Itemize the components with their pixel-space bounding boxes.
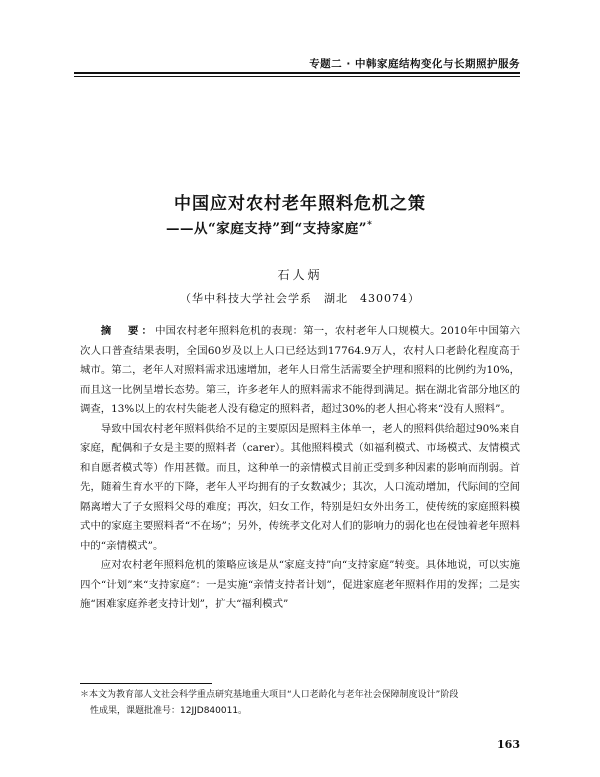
author-affiliation: （华中科技大学社会学系 湖北 430074） (180, 292, 420, 305)
author-name: 石人炳 (277, 268, 323, 282)
article-title: 中国应对农村老年照料危机之策 (174, 194, 426, 214)
running-header: 专题二 · 中韩家庭结构变化与长期照护服务 (309, 58, 520, 70)
abstract-label: 摘 要： (100, 325, 156, 337)
footnote-line-2: 性成果，课题批准号：12JJD840011。 (90, 706, 248, 716)
subtitle-text: ——从“家庭支持”到“支持家庭” (166, 221, 368, 237)
header-rule-thick (74, 72, 520, 74)
footnote-rule (80, 683, 212, 684)
abstract-paragraph (80, 322, 520, 420)
subtitle-footnote-mark: * (367, 220, 373, 231)
footnote-line-1: ＊本文为教育部人文社会科学重点研究基地重大项目“人口老龄化与老年社会保障制度设计”阶段 (80, 690, 459, 700)
page-number: 163 (497, 738, 520, 751)
header-rule-thin (74, 76, 520, 77)
footnote (80, 687, 520, 719)
body-paragraph-1: 导致中国农村老年照料供给不足的主要原因是照料主体单一，老人的照料供给超过90%来自家庭，配偶和子女是主要的照料者（carer）。其他照料模式（如福利模式、市场模式、友情模式和自愿者模式等）作用甚微。而且，这种单一的亲情模式目前正受到多种因素的影响而削弱。首先，随着生育水平的下降，老年人平均拥有的子女数减少；其次，人口流动增加，代际间的空间隔离增大了子女照料父母的难度；再次，妇女工作，特别是妇女外出务工，使传统的家庭照料模式中的家庭主要照料者“不在场”；另外，传统孝文化对人们的影响力的弱化也在侵蚀着老年照料中的“亲情模式”。 (80, 422, 520, 552)
article-body (80, 322, 520, 615)
abstract-text: 中国农村老年照料危机的表现：第一，农村老年人口规模大。2010年中国第六次人口普查结果表明，全国60岁及以上人口已经达到17764.9万人，农村人口老龄化程度高于城市。第二，老年人对照料需求迅速增加，老年人日常生活需要全护理和照料的比例约为10%，而且这一比例呈增长态势。第三，许多老年人的照料需求不能得到满足。据在湖北省部分地区的调查，13%以上的农村失能老人没有稳定的照料者，超过30%的老人担心将来“没有人照料”。 (80, 325, 520, 415)
body-paragraph-2: 应对农村老年照料危机的策略应该是从“家庭支持”向“支持家庭”转变。具体地说，可以实施四个“计划”来“支持家庭”：一是实施“亲情支持者计划”，促进家庭老年照料作用的发挥；二是实施“困难家庭养老支持计划”，扩大“福利模式” (80, 559, 520, 610)
article-subtitle (166, 217, 466, 237)
